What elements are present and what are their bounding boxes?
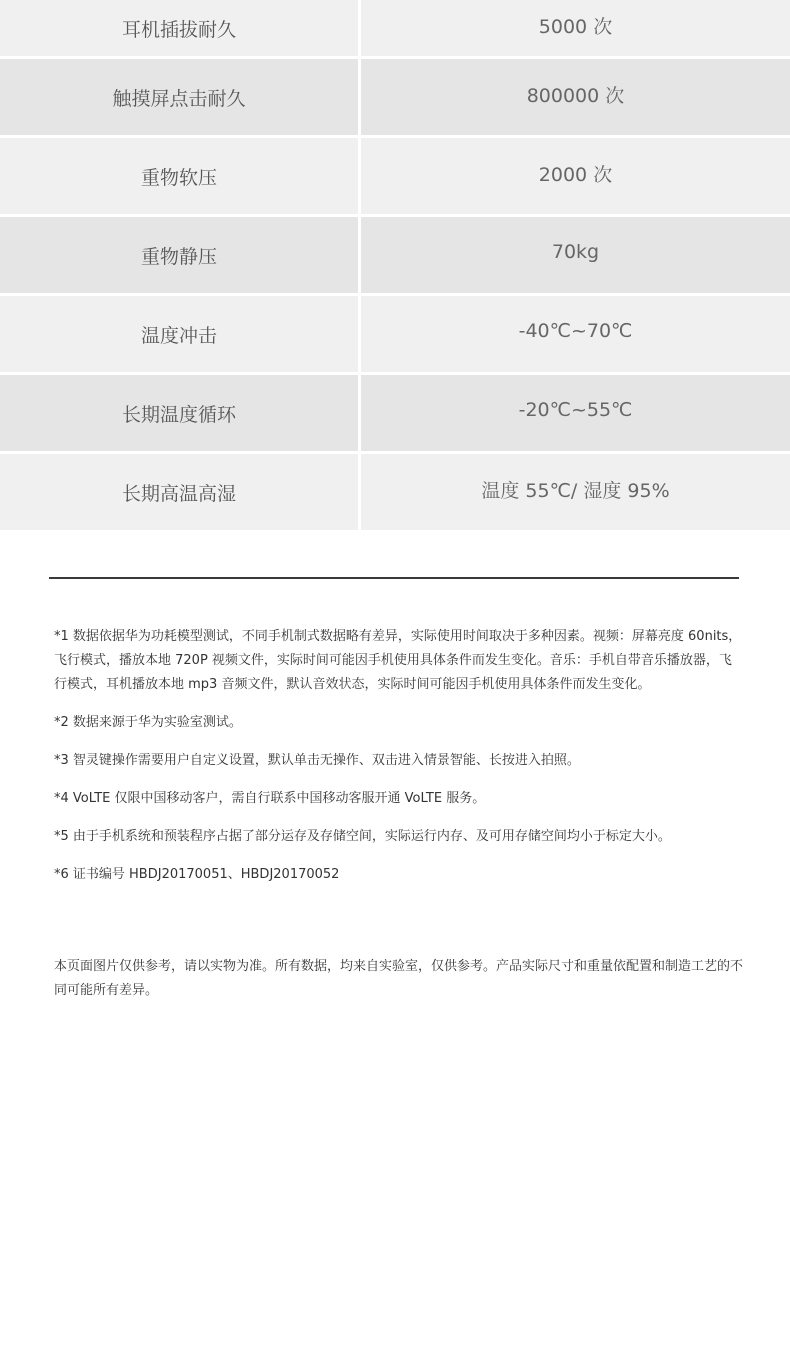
disclaimer: 本页面图片仅供参考，请以实物为准。所有数据，均来自实验室，仅供参考。产品实际尺寸和重量依配置和制造工艺的不同可能所有差异。	[54, 959, 744, 998]
spec-label: 长期温度循环	[0, 375, 358, 451]
spec-value: -40℃~70℃	[361, 296, 790, 372]
spec-value: 2000 次	[361, 138, 790, 214]
spec-row-headphone-plug	[0, 0, 790, 56]
section-divider	[49, 577, 739, 579]
footnote-2: *2 数据来源于华为实验室测试。	[54, 715, 242, 730]
spec-label: 触摸屏点击耐久	[0, 59, 358, 135]
spec-table	[0, 0, 790, 530]
spec-row-soft-press	[0, 138, 790, 214]
footnote-1: *1 数据依据华为功耗模型测试，不同手机制式数据略有差异，实际使用时间取决于多种因素。视频：屏幕亮度 60nits，飞行模式，播放本地 720P 视频文件，实际时间可能因手机使用具体条件而发生变化。音乐：手机自带音乐播放器，飞行模式，耳机播放本地 mp3 音频文件，默认音效状态，实际时间可能因手机使用具体条件而发生变化。	[54, 629, 742, 692]
spec-label: 长期高温高湿	[0, 454, 358, 530]
spec-value: 温度 55℃/ 湿度 95%	[361, 454, 790, 530]
footnote-4: *4 VoLTE 仅限中国移动客户，需自行联系中国移动客服开通 VoLTE 服务。	[54, 791, 486, 806]
spec-value: 800000 次	[361, 59, 790, 135]
spec-label: 重物静压	[0, 217, 358, 293]
footnotes	[54, 625, 744, 901]
spec-label: 温度冲击	[0, 296, 358, 372]
spec-row-static-press	[0, 217, 790, 293]
spec-row-thermal-shock	[0, 296, 790, 372]
footnote-6: *6 证书编号 HBDJ20170051、HBDJ20170052	[54, 867, 340, 882]
spec-label: 耳机插拔耐久	[0, 0, 358, 56]
footnote-3: *3 智灵键操作需要用户自定义设置，默认单击无操作、双击进入情景智能、长按进入拍照。	[54, 753, 580, 768]
spec-value: -20℃~55℃	[361, 375, 790, 451]
spec-row-temp-cycle	[0, 375, 790, 451]
spec-label: 重物软压	[0, 138, 358, 214]
spec-row-high-temp-humidity	[0, 454, 790, 530]
footnote-5: *5 由于手机系统和预装程序占据了部分运存及存储空间，实际运行内存、及可用存储空间均小于标定大小。	[54, 829, 671, 844]
spec-value: 70kg	[361, 217, 790, 293]
spec-row-touch-click	[0, 59, 790, 135]
spec-value: 5000 次	[361, 0, 790, 56]
